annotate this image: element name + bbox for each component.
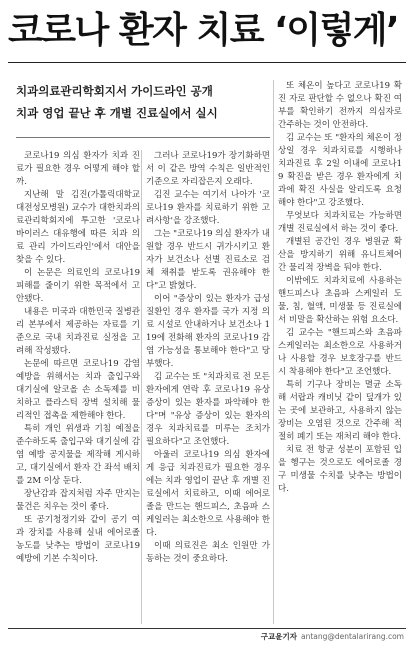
- paragraph: 김진 교수는 여기서 나아가 '코로나19 환자를 치료하기 위한 고려사항'을 강조했다.: [146, 190, 270, 226]
- headline: 코로나 환자 치료 ‘이렇게’: [8, 10, 399, 51]
- paragraph: 또 공기청정기와 같이 공기 여과 장치를 사용해 실내 에어로졸 농도를 낮추는 방법이 코로나19 예방에 기본 수칙이다.: [16, 515, 140, 564]
- column-divider: [273, 80, 274, 624]
- paragraph: 개별된 공간인 경우 병원균 확산을 방지하기 위해 유니트체어 간 물리적 장벽을 둬야 한다.: [278, 237, 402, 273]
- paragraph: 이밖에도 치과치료에 사용하는 핸드피스나 초음파 스케일러 도 물, 침, 혈액, 미생물 등 진료실에서 비말을 확산하는 위험 요소다.: [278, 276, 402, 325]
- paragraph: 특히 개인 위생과 기침 예절을 준수하도록 출입구와 대기실에 감염 예방 공지물을 제작해 게시하고, 대기실에서 환자 간 좌석 배치를 2M 이상 둔다.: [16, 424, 140, 486]
- paragraph: 장난감과 잡지처럼 자주 만지는 물건은 치우는 것이 좋다.: [16, 489, 140, 512]
- paragraph: 아울러 코로나19 의심 환자에 게 응급 치과진료가 필요한 경우에는 치과 영업이 끝난 후 개별 진료실에서 치료하고, 이때 에어로졸을 만드는 핸드피스, 초음파 스케일러는 최소한으로 사용해야 한다.: [146, 450, 270, 538]
- paragraph: 이어 "증상이 있는 환자가 급성 질환인 경우 환자를 국가 지정 의료 시설로 안내하거나 보건소나 119에 전화해 환자의 코로나19 감염 가능성을 통보해야 한다"고 당부했다.: [146, 294, 270, 369]
- subheadline-line: 치과의료관리학회지서 가이드라인 공개: [16, 84, 213, 98]
- article-column-1: [16, 150, 140, 620]
- paragraph: 지난해 말 김진(가톨릭대학교 대전성모병원) 교수가 대한치과의료관리학회지에 투고한 '코로나 바이러스 대유행에 따른 치과 의료 관리 가이드라인'에서 대안을 찾을 수 있다.: [16, 190, 140, 265]
- paragraph: 무엇보다 치과치료는 가능하면 개별 진료실에서 하는 것이 좋다.: [278, 211, 402, 234]
- paragraph: 논문에 따르면 코로나19 감염 예방을 위해서는 치과 출입구와 대기실에 알코올 손 소독제를 비치하고 플라스틱 장벽 설치해 물리적인 접촉을 제한해야 한다.: [16, 359, 140, 421]
- headline-rule: [8, 62, 406, 63]
- subheadline-divider: [16, 137, 270, 138]
- paragraph: 이 논문은 의료인의 코로나19 피해를 줄이기 위한 목적에서 고안됐다.: [16, 268, 140, 304]
- paragraph: 치료 전 항균 성분이 포함된 입을 헹구는 것으로도 에어로졸 경구 미생물 수치를 낮추는 방법이다.: [278, 445, 402, 494]
- paragraph: 그는 "코로나19 의심 환자가 내원할 경우 반드시 귀가시키고 환자가 보건소나 선별 진료소로 검체 채취를 받도록 권유해야 한다"고 밝혔다.: [146, 229, 270, 291]
- byline: [261, 631, 404, 643]
- reporter-name: 구교윤기자: [260, 632, 297, 641]
- paragraph: 그러나 코로나19가 장기화하면서 이 같은 방역 수칙은 일반적인 기준으로 자리잡은지 오래다.: [146, 151, 270, 187]
- paragraph: 김 교수는 "핸드피스와 초음파 스케일러는 최소한으로 사용하거나 사용할 경우 보호장구를 반드시 착용해야 한다"고 조언했다.: [278, 328, 402, 377]
- paragraph: 이때 의료진은 최소 인원만 가동하는 것이 중요하다.: [146, 541, 270, 564]
- paragraph: 내용은 미국과 대한민국 질병관리 본부에서 제공하는 자료를 기준으로 국내 치과진료 실정을 고려해 작성됐다.: [16, 307, 140, 356]
- reporter-email: antang@dentalarirang.com: [300, 632, 404, 641]
- article-column-3: [278, 80, 402, 620]
- paragraph: 특히 기구나 장비는 멸균 소독해 서랍과 캐비닛 같이 덮개가 있는 곳에 보관하고, 사용하지 않는 장비는 오염된 것으로 간주해 적절히 폐기 또는 재처리 해야 한다.: [278, 380, 402, 442]
- paragraph: 김 교수는 또 "환자의 체온이 정상일 경우 치과치료를 시행하나 치과진료 후 2일 이내에 코로나19 확진을 받은 경우 환자에게 치과에 확진 사실을 알리도록 요청해야 한다"고 강조했다.: [278, 133, 402, 208]
- subheadline-line: 치과 영업 끝난 후 개별 진료실에서 실시: [16, 106, 218, 120]
- subheadline: [16, 80, 274, 124]
- paragraph: 김 교수는 또 "치과치료 전 모든 환자에게 연락 후 코로나19 유상 증상이 있는 환자를 파악해야 한다"며 "유상 증상이 있는 환자의 경우 치과치료를 미루는 조치가 필요하다"고 조언했다.: [146, 372, 270, 447]
- paragraph: 코로나19 의심 환자가 치과 진료가 필요한 경우 어떻게 해야 할까.: [16, 151, 140, 187]
- column-divider: [141, 150, 142, 624]
- article-column-2: [146, 150, 270, 620]
- footer-rule: [8, 628, 406, 629]
- paragraph: 또 체온이 높다고 코로나19 확진 자로 판단할 수 없으나 확진 여부를 확인하기 전까지 의심자로 간주하는 것이 안전하다.: [278, 81, 402, 130]
